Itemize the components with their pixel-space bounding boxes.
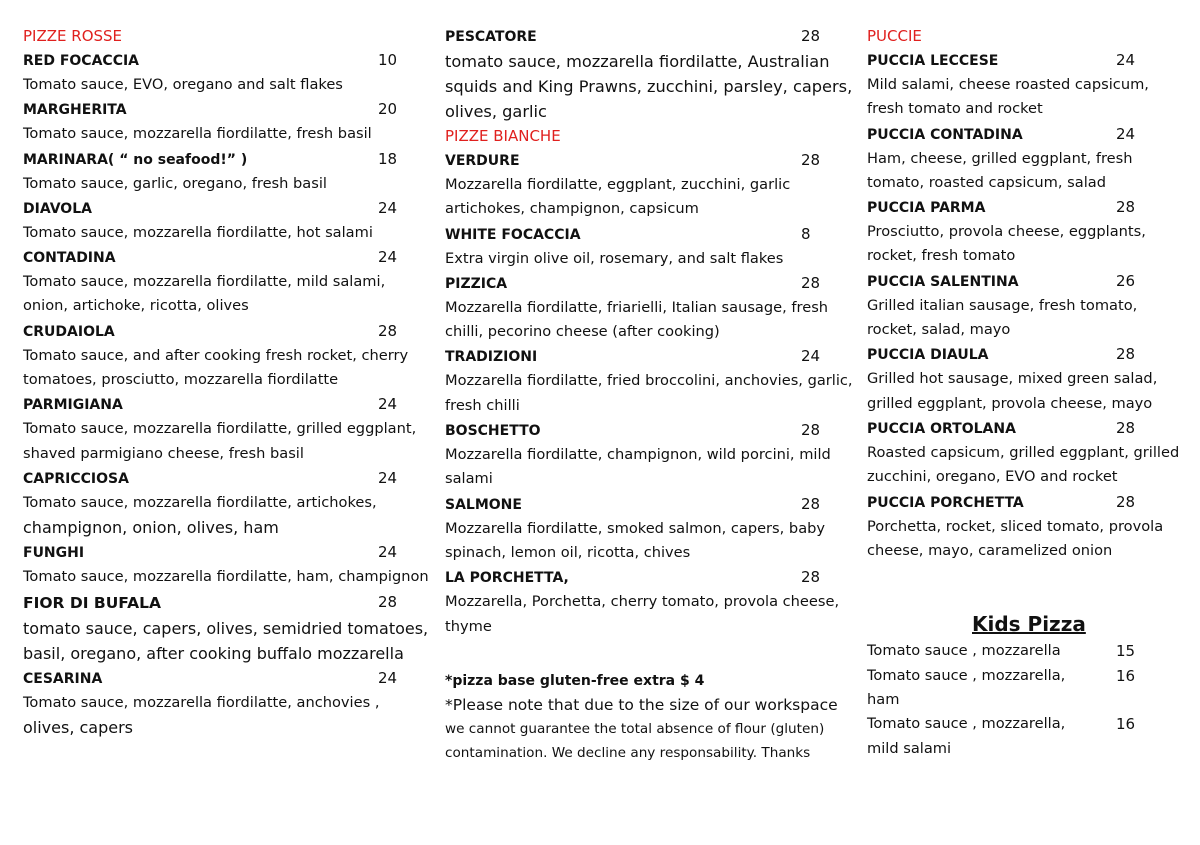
menu-item-name: TRADIZIONI [445, 349, 538, 366]
menu-item-name: CESARINA [23, 670, 103, 687]
menu-item-name: PESCATORE [445, 29, 537, 45]
menu-item-description: Roasted capsicum, grilled eggplant, grilled zucchini, oregano, EVO and rocket [867, 443, 1180, 486]
section-title: PUCCIE [867, 27, 922, 45]
menu-item-description: Porchetta, rocket, sliced tomato, provola cheese, mayo, caramelized onion [867, 517, 1164, 559]
menu-item-description: olives, capers [23, 717, 134, 737]
menu-item-price: 28 [378, 321, 398, 340]
menu-item-description: Extra virgin olive oil, rosemary, and salt flakes [445, 249, 784, 267]
menu-item-description: Tomato sauce, mozzarella fiordilatte, hot salami [23, 223, 373, 241]
menu-item-name-row [23, 48, 433, 73]
menu-item-description: Mozzarella fiordilatte, champignon, wild porcini, mild salami [445, 446, 831, 488]
menu-item-name: LA PORCHETTA, [445, 570, 569, 587]
menu-item-name-row [867, 490, 1187, 515]
menu-item-name: PUCCIA LECCESE [867, 53, 999, 69]
menu-item-price: 28 [801, 568, 821, 587]
section-title: PIZZE BIANCHE [445, 127, 561, 145]
menu-item-description: Tomato sauce, mozzarella fiordilatte, grilled eggplant, shaved parmigiano cheese, fresh basil [23, 420, 417, 462]
menu-item-price: 24 [378, 198, 398, 217]
menu-item-name: CRUDAIOLA [23, 323, 115, 340]
menu-item-name: MARGHERITA [23, 102, 127, 119]
menu-item-description: Tomato sauce, mozzarella fiordilatte, fresh basil [23, 125, 372, 143]
menu-item-name: PUCCIA SALENTINA [867, 273, 1019, 290]
menu-item-description: Mozzarella fiordilatte, friarielli, Italian sausage, fresh chilli, pecorino cheese (after cooking) [445, 298, 829, 341]
menu-item-description: Tomato sauce, mozzarella fiordilatte, anchovies , [23, 693, 380, 711]
menu-item-price: 8 [801, 224, 811, 243]
menu-item-name: PUCCIA CONTADINA [867, 126, 1023, 143]
menu-item-name-row [23, 147, 433, 172]
menu-item-name: FUNGHI [23, 545, 85, 562]
disclaimer-text: we cannot guarantee the total absence of flour (gluten) contamination. We decline any responsability. Thanks [445, 720, 825, 761]
menu-item-name-row [445, 148, 857, 173]
menu-item-name: RED FOCACCIA [23, 53, 140, 69]
menu-item-name-row [445, 565, 857, 590]
kids-pizza-description: Tomato sauce , mozzarella [867, 642, 1061, 660]
kids-pizza-item [867, 639, 1136, 663]
section-title: PIZZE ROSSE [23, 27, 123, 45]
menu-item-price: 24 [378, 395, 398, 414]
menu-item-description: Tomato sauce, EVO, oregano and salt flakes [23, 76, 343, 93]
menu-item-name: CONTADINA [23, 250, 116, 267]
menu-item-price: 28 [1116, 198, 1136, 217]
menu-item-name-row [867, 195, 1187, 220]
menu-item-name: FIOR DI BUFALA [23, 593, 161, 612]
menu-item-name-row [445, 222, 857, 247]
menu-item-price: 24 [378, 248, 398, 267]
menu-item-description: Tomato sauce, garlic, oregano, fresh basil [23, 174, 327, 192]
menu-item-name-row [23, 97, 433, 122]
menu-item-name-row [867, 122, 1187, 147]
kids-pizza-price: 16 [1116, 666, 1136, 685]
menu-item-name-row [867, 48, 1187, 73]
kids-pizza-price: 15 [1116, 642, 1136, 661]
menu-item-price: 28 [801, 494, 821, 513]
menu-item-description: Mozzarella fiordilatte, smoked salmon, capers, baby spinach, lemon oil, ricotta, chives [445, 519, 826, 561]
menu-item-description: Mozzarella fiordilatte, fried broccolini, anchovies, garlic, fresh chilli [445, 372, 853, 414]
menu-item-name-row [23, 196, 433, 221]
menu-item-name: PUCCIA PORCHETTA [867, 494, 1024, 511]
kids-pizza-item [867, 664, 1136, 713]
menu-item-price: 28 [801, 151, 821, 169]
kids-pizza-description: Tomato sauce , mozzarella, ham [867, 666, 1066, 708]
menu-item-name: BOSCHETTO [445, 423, 541, 440]
menu-item-price: 28 [378, 592, 398, 611]
menu-item-price: 24 [378, 468, 398, 487]
menu-item-price: 26 [1116, 271, 1136, 290]
disclaimer-line: *Please note that due to the size of our workspace [445, 695, 838, 714]
menu-item-name-row [23, 466, 433, 491]
menu-item-description: Tomato sauce, mozzarella fiordilatte, ham, champignon [23, 568, 429, 586]
menu-item-price: 24 [1116, 124, 1136, 143]
gluten-free-note: *pizza base gluten-free extra $ 4 [445, 672, 705, 689]
menu-item-name-row [23, 392, 433, 417]
menu-item-description: Ham, cheese, grilled eggplant, fresh tomato, roasted capsicum, salad [867, 149, 1133, 191]
menu-item-description: Grilled italian sausage, fresh tomato, rocket, salad, mayo [867, 296, 1138, 339]
menu-item-name: VERDURE [445, 153, 520, 169]
kids-pizza-title: Kids Pizza [972, 612, 1086, 637]
puccie-column [867, 24, 1187, 761]
menu-item-price: 28 [801, 273, 821, 292]
menu-item-name-row [867, 342, 1187, 367]
kids-pizza-description: Tomato sauce , mozzarella, mild salami [867, 715, 1066, 757]
menu-item-price: 24 [378, 543, 398, 562]
menu-item-price: 20 [378, 100, 398, 119]
menu-item-description: Tomato sauce, and after cooking fresh rocket, cherry tomatoes, prosciutto, mozzarella fiordilatte [23, 346, 409, 389]
menu-item-name-row [445, 344, 857, 369]
menu-item-name: PIZZICA [445, 275, 508, 292]
menu-item-description: Mild salami, cheese roasted capsicum, fresh tomato and rocket [867, 76, 1149, 118]
pizze-rosse-column [23, 24, 433, 740]
menu-item-name-row [445, 271, 857, 296]
menu-item-name-row [445, 24, 857, 49]
menu-item-description: Grilled hot sausage, mixed green salad, grilled eggplant, provola cheese, mayo [867, 370, 1158, 412]
menu-item-name: SALMONE [445, 496, 522, 513]
menu-item-name-row [23, 245, 433, 270]
menu-item-name-row [23, 666, 433, 691]
menu-item-name-row [867, 416, 1187, 441]
menu-item-description: champignon, onion, olives, ham [23, 518, 279, 538]
menu-item-description: tomato sauce, mozzarella fiordilatte, Australian squids and King Prawns, zucchini, parsley, capers, olives, garlic [445, 52, 853, 121]
menu-item-price: 28 [1116, 418, 1136, 437]
menu-item-name: PARMIGIANA [23, 397, 123, 414]
menu-item-name: DIAVOLA [23, 200, 92, 217]
pizze-bianche-column [445, 24, 857, 765]
menu-item-name-row [23, 319, 433, 344]
kids-pizza-item [867, 712, 1136, 761]
menu-item-description: tomato sauce, capers, olives, semidried tomatoes, basil, oregano, after cooking buffalo mozzarella [23, 618, 429, 663]
kids-pizza-price: 16 [1116, 715, 1136, 734]
menu-item-name-row [23, 540, 433, 565]
menu-item-description: Mozzarella, Porchetta, cherry tomato, provola cheese, thyme [445, 593, 840, 635]
menu-item-price: 18 [378, 149, 398, 168]
menu-item-name-row [445, 418, 857, 443]
menu-item-description: Prosciutto, provola cheese, eggplants, rocket, fresh tomato [867, 223, 1146, 265]
menu-item-price: 28 [801, 27, 821, 45]
menu-item-name-row [23, 590, 433, 616]
menu-item-price: 10 [378, 51, 398, 69]
menu-item-name-row [867, 269, 1187, 294]
menu-item-price: 28 [1116, 345, 1136, 364]
menu-item-name: CAPRICCIOSA [23, 470, 129, 487]
menu-item-name: PUCCIA DIAULA [867, 347, 989, 364]
menu-item-price: 28 [801, 421, 821, 440]
menu-item-description: Tomato sauce, mozzarella fiordilatte, mild salami, onion, artichoke, ricotta, olives [23, 273, 386, 315]
menu-item-name: PUCCIA PARMA [867, 200, 986, 217]
menu-item-price: 24 [1116, 51, 1136, 69]
menu-item-name-row [445, 492, 857, 517]
menu-item-name: MARINARA( “ no seafood!” ) [23, 151, 248, 168]
menu-item-name: WHITE FOCACCIA [445, 226, 581, 243]
menu-item-price: 24 [801, 347, 821, 366]
menu-item-price: 24 [378, 668, 398, 687]
menu-item-price: 28 [1116, 492, 1136, 511]
menu-item-description: Mozzarella fiordilatte, eggplant, zucchini, garlic artichokes, champignon, capsicum [445, 176, 791, 218]
menu-item-name: PUCCIA ORTOLANA [867, 420, 1016, 437]
menu-item-description: Tomato sauce, mozzarella fiordilatte, artichokes, [23, 493, 377, 511]
